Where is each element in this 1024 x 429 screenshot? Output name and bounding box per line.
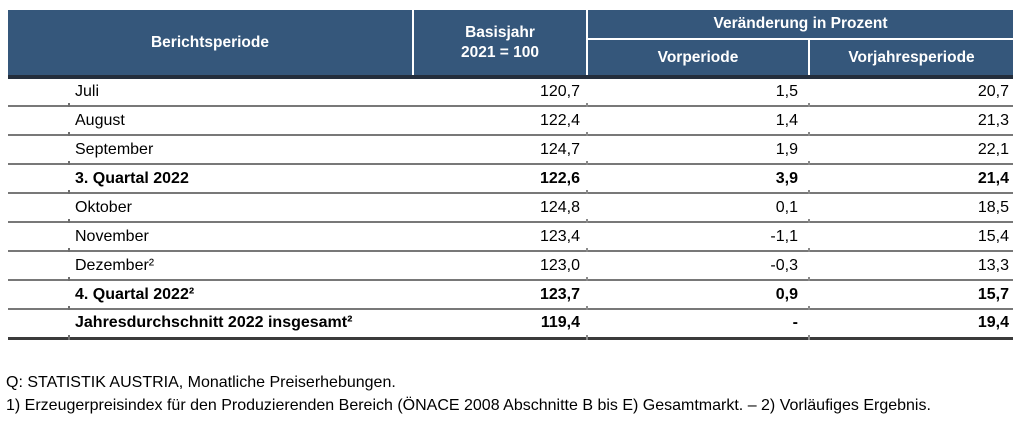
change-vorjahresperiode-cell: 22,1 (809, 135, 1013, 164)
index-value-cell: 123,7 (413, 280, 587, 309)
period-cell: Dezember² (8, 251, 413, 280)
table-header (8, 10, 1013, 77)
column-header-berichtsperiode: Berichtsperiode (8, 10, 413, 77)
change-vorjahresperiode-cell: 20,7 (809, 77, 1013, 106)
index-value-cell: 122,6 (413, 164, 587, 193)
period-cell: Juli (8, 77, 413, 106)
period-cell: 4. Quartal 2022² (8, 280, 413, 309)
table-row (8, 251, 1013, 280)
index-value-cell: 119,4 (413, 309, 587, 338)
table-row-quarter-summary (8, 280, 1013, 309)
change-vorjahresperiode-cell: 15,4 (809, 222, 1013, 251)
table-row (8, 77, 1013, 106)
change-vorjahresperiode-cell: 13,3 (809, 251, 1013, 280)
column-header-veraenderung-group: Veränderung in Prozent (587, 10, 1013, 39)
change-vorperiode-cell: -1,1 (587, 222, 809, 251)
column-header-vorperiode: Vorperiode (587, 39, 809, 77)
source-note: Q: STATISTIK AUSTRIA, Monatliche Preiserhebungen. (6, 374, 396, 391)
basisjahr-line2: 2021 = 100 (460, 43, 539, 61)
header-row-top (8, 10, 1013, 39)
index-value-cell: 123,4 (413, 222, 587, 251)
index-value-cell: 120,7 (413, 77, 587, 106)
index-value-cell: 122,4 (413, 106, 587, 135)
period-cell: Oktober (8, 193, 413, 222)
change-vorperiode-cell: - (587, 309, 809, 338)
change-vorperiode-cell: 3,9 (587, 164, 809, 193)
column-header-vorjahresperiode: Vorjahresperiode (809, 39, 1013, 77)
table-row (8, 222, 1013, 251)
index-value-cell: 124,8 (413, 193, 587, 222)
change-vorperiode-cell: 1,9 (587, 135, 809, 164)
basisjahr-line1: Basisjahr (465, 23, 535, 41)
table-row-annual-average (8, 309, 1013, 338)
period-cell: Jahresdurchschnitt 2022 insgesamt² (8, 309, 413, 338)
change-vorperiode-cell: 0,1 (587, 193, 809, 222)
period-cell: November (8, 222, 413, 251)
index-value-cell: 124,7 (413, 135, 587, 164)
price-index-table (8, 10, 1013, 340)
period-cell: August (8, 106, 413, 135)
table-row (8, 135, 1013, 164)
column-header-basisjahr (413, 10, 587, 77)
change-vorperiode-cell: -0,3 (587, 251, 809, 280)
change-vorjahresperiode-cell: 15,7 (809, 280, 1013, 309)
change-vorperiode-cell: 0,9 (587, 280, 809, 309)
table-row (8, 193, 1013, 222)
table-body (8, 77, 1013, 338)
index-value-cell: 123,0 (413, 251, 587, 280)
period-cell: September (8, 135, 413, 164)
change-vorjahresperiode-cell: 18,5 (809, 193, 1013, 222)
change-vorjahresperiode-cell: 21,4 (809, 164, 1013, 193)
table-row-quarter-summary (8, 164, 1013, 193)
change-vorjahresperiode-cell: 19,4 (809, 309, 1013, 338)
footnotes (6, 371, 931, 417)
footnote-definitions: 1) Erzeugerpreisindex für den Produzierenden Bereich (ÖNACE 2008 Abschnitte B bis E) Gesamtmarkt. – 2) Vorläufiges Ergebnis. (6, 397, 931, 414)
period-cell: 3. Quartal 2022 (8, 164, 413, 193)
change-vorperiode-cell: 1,4 (587, 106, 809, 135)
change-vorjahresperiode-cell: 21,3 (809, 106, 1013, 135)
change-vorperiode-cell: 1,5 (587, 77, 809, 106)
table-row (8, 106, 1013, 135)
